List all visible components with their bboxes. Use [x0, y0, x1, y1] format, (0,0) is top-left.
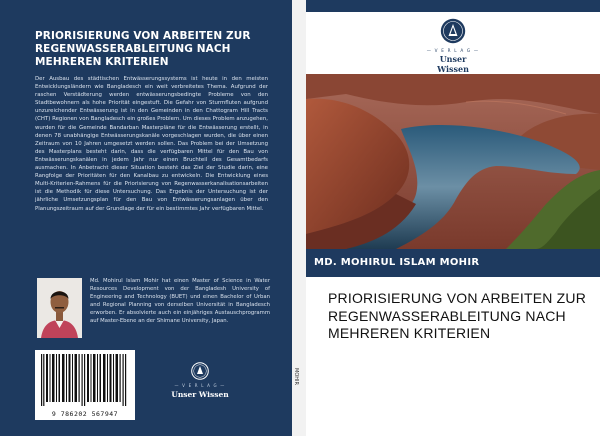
back-cover-title: PRIORISIERUNG VON ARBEITEN ZUR REGENWASSERABLEITUNG NACH MEHREREN KRITERIEN	[35, 30, 251, 68]
back-cover	[0, 0, 292, 436]
publisher-verlag-label: — V E R L A G —	[174, 383, 226, 388]
publisher-name: Unser Wissen	[171, 390, 229, 399]
back-cover-description: Der Ausbau des städtischen Entwässerungssystems ist heute in den meisten Entwicklungsländern wie Bangladesch ein weit verbreitetes Thema. Aufgrund der raschen Verstädterung werden entwässerungsbedingte Probleme von den Stadtbewohnern als hohe Priorität eingestuft. Die Gefahr von Sturmfluten aufgrund unzureichender Entwässerung ist in den Gemeinden in den Chattogram Hill Tracts (CHT) Regionen von Bangladesch ein großes Problem. Um dieses Problem anzugehen, wurden für die Gemeinde Bandarban Masterpläne für die Entwässerung erstellt, in denen 78 unabhängige Entwässerungskanäle vorgeschlagen wurden, die über einen Zeitraum von 10 Jahren umgesetzt werden sollen. Das Problem bei der Umsetzung des Masterplans besteht darin, dass die verfügbaren Mittel für den Bau von Entwässerungskanälen in jedem Jahr nur einen Bruchteil des Gesamtbedarfs ausmachen. In Anbetracht dieser Situation besteht das Ziel der Studie darin, eine Rangfolge der Prioritäten für den Kanalbau zu entwickeln. Die Entwicklung eines Multi-Kriterien-Rahmens für die Priorisierung von Regenwasserkanalisationsarbeiten ist die Methodik für diese Untersuchung. Das Ergebnis der Untersuchung ist der jährliche Umsetzungsplan für den Bau von Entwässerungsanlagen über den Planungszeitraum auf der Grundlage der für ein bestimmtes Jahr verfügbaren Mittel.	[35, 76, 268, 212]
publisher-emblem-icon	[440, 18, 466, 44]
front-top-bar	[306, 0, 600, 12]
publisher-emblem-icon	[191, 362, 209, 380]
front-cover-title: PRIORISIERUNG VON ARBEITEN ZUR REGENWASSERABLEITUNG NACH MEHREREN KRITERIEN	[328, 290, 587, 341]
spine-author-label: MOHIR	[293, 368, 299, 385]
front-author-name: MD. MOHIRUL ISLAM MOHIR	[314, 257, 480, 268]
publisher-name: Unser Wissen	[437, 54, 469, 74]
author-photo	[37, 278, 82, 338]
publisher-verlag-label: — V E R L A G —	[426, 48, 480, 53]
isbn-number: 9 786202 567947	[51, 410, 119, 418]
front-author-bar	[306, 249, 600, 277]
publisher-logo-back	[170, 362, 230, 412]
publisher-logo-front	[423, 18, 483, 74]
barcode-bars-icon	[41, 354, 129, 406]
barcode	[35, 350, 135, 420]
front-cover	[306, 0, 600, 436]
author-bio: Md. Mohirul Islam Mohir hat einen Master of Science in Water Resources Development von der Bangladesh University of Engineering and Technology (BUET) und einen Bachelor of Urban and Regional Planning von derselben Universität in Bangladesch erworben. Er absolvierte auch ein einjähriges Austauschprogramm auf Master-Ebene an der Shimane University, Japan.	[90, 278, 270, 324]
spine-author	[291, 368, 307, 392]
cover-photo-lake-canyon	[306, 74, 600, 249]
